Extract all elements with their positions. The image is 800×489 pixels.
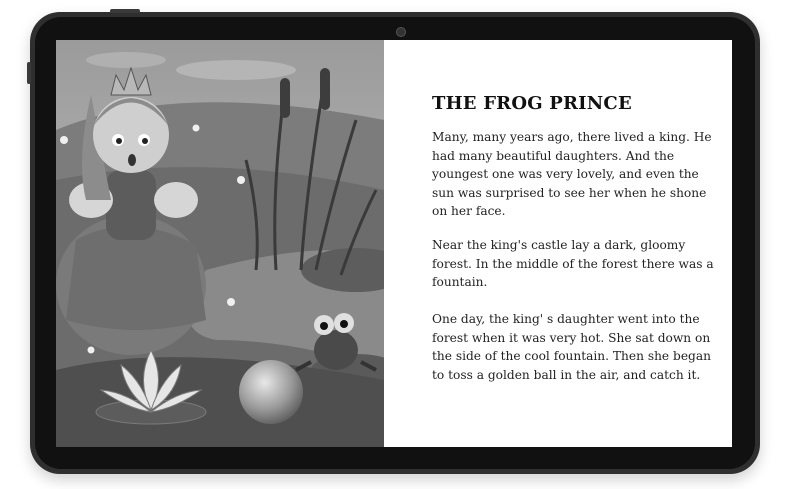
golden-ball	[239, 360, 303, 424]
story-illustration	[56, 40, 384, 447]
cloud	[86, 52, 166, 68]
side-button	[27, 62, 31, 84]
story-title: THE FROG PRINCE	[432, 93, 632, 114]
story-paragraph: Many, many years ago, there lived a king. He had many beautiful daughters. And the youngest one was very lovely, and even the sun was surprised to see her when he shone on her face.	[432, 130, 712, 219]
volume-button	[110, 9, 140, 13]
story-paragraph: Near the king's castle lay a dark, gloomy forest. In the middle of the forest there was a fountain.	[432, 238, 714, 290]
ebook-screen	[56, 40, 732, 447]
cloud	[176, 60, 296, 80]
front-camera-icon	[396, 27, 406, 37]
story-paragraph: One day, the king' s daughter went into the forest when it was very hot. She sat down on the side of the cool fountain. Then she began to toss a golden ball in the air, and catch it.	[432, 312, 711, 382]
text-page	[384, 40, 732, 447]
